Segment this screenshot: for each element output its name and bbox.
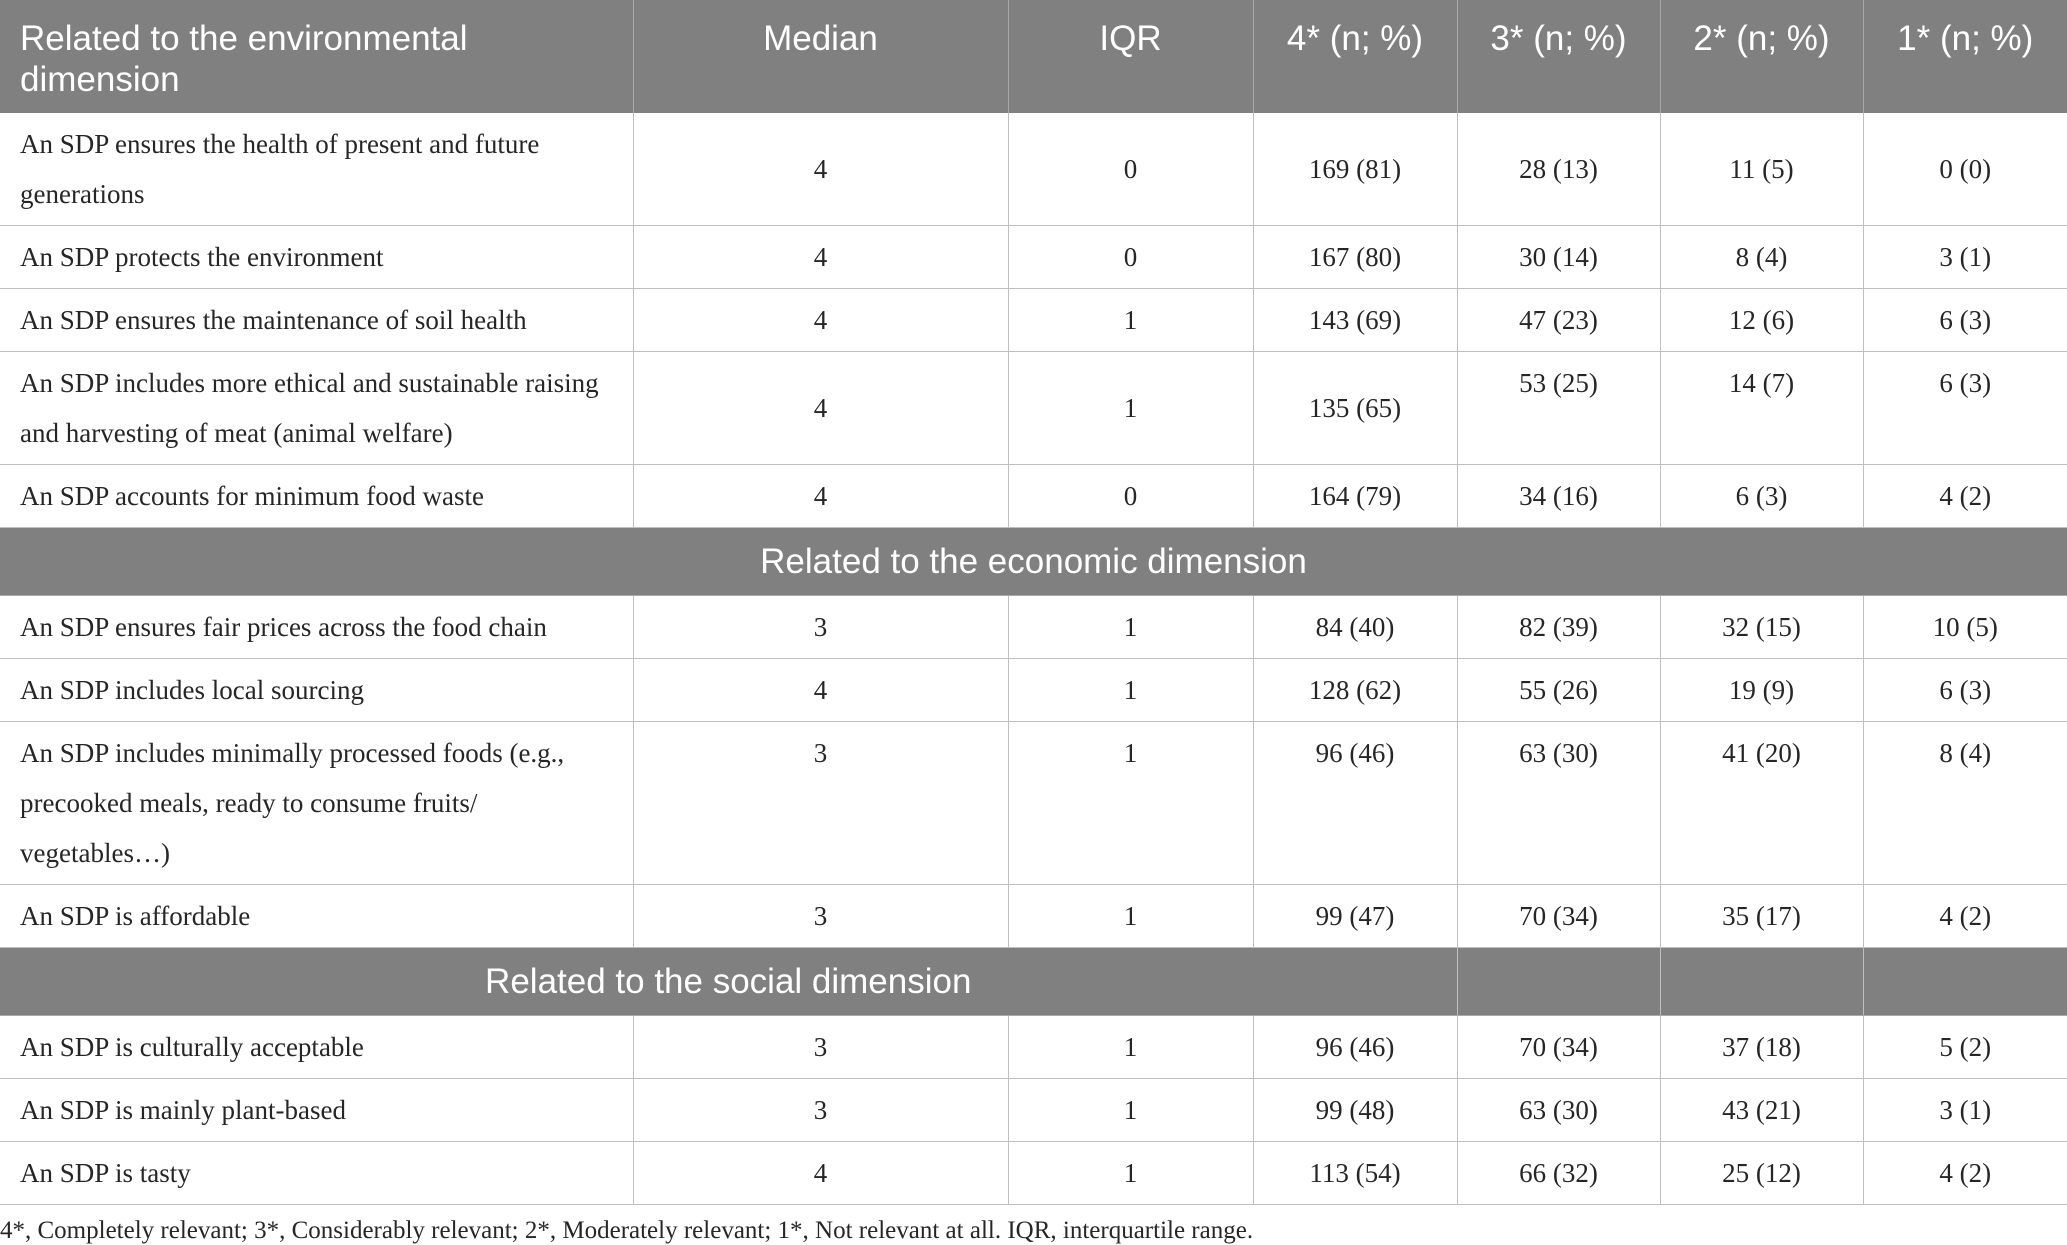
row-iqr: 1 bbox=[1008, 352, 1253, 465]
row-median: 3 bbox=[633, 885, 1008, 948]
row-median: 3 bbox=[633, 1079, 1008, 1142]
table-row bbox=[0, 1079, 2067, 1142]
row-3star: 28 (13) bbox=[1457, 113, 1660, 226]
row-iqr: 1 bbox=[1008, 722, 1253, 885]
row-4star: 164 (79) bbox=[1253, 465, 1457, 528]
row-2star: 11 (5) bbox=[1660, 113, 1863, 226]
row-item: An SDP includes more ethical and sustainable raising and harvesting of meat (animal welfare) bbox=[0, 352, 633, 465]
row-4star: 128 (62) bbox=[1253, 659, 1457, 722]
row-2star: 35 (17) bbox=[1660, 885, 1863, 948]
row-3star: 55 (26) bbox=[1457, 659, 1660, 722]
table-row bbox=[0, 352, 2067, 465]
header-2star: 2* (n; %) bbox=[1660, 0, 1863, 113]
row-iqr: 0 bbox=[1008, 113, 1253, 226]
row-4star: 99 (48) bbox=[1253, 1079, 1457, 1142]
row-iqr: 1 bbox=[1008, 1079, 1253, 1142]
row-median: 4 bbox=[633, 352, 1008, 465]
row-item: An SDP accounts for minimum food waste bbox=[0, 465, 633, 528]
row-2star: 6 (3) bbox=[1660, 465, 1863, 528]
row-iqr: 1 bbox=[1008, 659, 1253, 722]
table-row bbox=[0, 1016, 2067, 1079]
row-2star: 37 (18) bbox=[1660, 1016, 1863, 1079]
table-body bbox=[0, 113, 2067, 1205]
row-median: 4 bbox=[633, 1142, 1008, 1205]
row-1star: 4 (2) bbox=[1863, 885, 2067, 948]
row-iqr: 1 bbox=[1008, 596, 1253, 659]
row-1star: 3 (1) bbox=[1863, 226, 2067, 289]
table-row bbox=[0, 465, 2067, 528]
row-item: An SDP ensures fair prices across the food chain bbox=[0, 596, 633, 659]
row-4star: 169 (81) bbox=[1253, 113, 1457, 226]
table-row bbox=[0, 885, 2067, 948]
row-item: An SDP protects the environment bbox=[0, 226, 633, 289]
table-header bbox=[0, 0, 2067, 113]
row-median: 4 bbox=[633, 289, 1008, 352]
row-item: An SDP is affordable bbox=[0, 885, 633, 948]
section-title-social: Related to the social dimension bbox=[0, 948, 1457, 1016]
row-4star: 143 (69) bbox=[1253, 289, 1457, 352]
row-1star: 4 (2) bbox=[1863, 465, 2067, 528]
section-header-row bbox=[0, 948, 2067, 1016]
row-iqr: 1 bbox=[1008, 289, 1253, 352]
row-3star: 63 (30) bbox=[1457, 722, 1660, 885]
row-3star: 63 (30) bbox=[1457, 1079, 1660, 1142]
row-median: 4 bbox=[633, 465, 1008, 528]
table-row bbox=[0, 113, 2067, 226]
row-2star: 14 (7) bbox=[1660, 352, 1863, 465]
row-4star: 167 (80) bbox=[1253, 226, 1457, 289]
row-3star: 70 (34) bbox=[1457, 1016, 1660, 1079]
row-3star: 47 (23) bbox=[1457, 289, 1660, 352]
row-4star: 96 (46) bbox=[1253, 722, 1457, 885]
header-row bbox=[0, 0, 2067, 113]
row-1star: 0 (0) bbox=[1863, 113, 2067, 226]
row-item: An SDP is tasty bbox=[0, 1142, 633, 1205]
section-header-row bbox=[0, 528, 2067, 596]
row-iqr: 1 bbox=[1008, 1142, 1253, 1205]
row-3star: 53 (25) bbox=[1457, 352, 1660, 465]
row-iqr: 0 bbox=[1008, 226, 1253, 289]
table-row bbox=[0, 659, 2067, 722]
row-3star: 66 (32) bbox=[1457, 1142, 1660, 1205]
row-1star: 8 (4) bbox=[1863, 722, 2067, 885]
table-row bbox=[0, 596, 2067, 659]
section-cell bbox=[1660, 948, 1863, 1016]
row-iqr: 1 bbox=[1008, 1016, 1253, 1079]
row-1star: 6 (3) bbox=[1863, 289, 2067, 352]
row-4star: 84 (40) bbox=[1253, 596, 1457, 659]
row-item: An SDP is mainly plant-based bbox=[0, 1079, 633, 1142]
row-4star: 99 (47) bbox=[1253, 885, 1457, 948]
row-1star: 5 (2) bbox=[1863, 1016, 2067, 1079]
row-1star: 6 (3) bbox=[1863, 659, 2067, 722]
row-iqr: 0 bbox=[1008, 465, 1253, 528]
table-row bbox=[0, 289, 2067, 352]
table-row bbox=[0, 226, 2067, 289]
row-4star: 135 (65) bbox=[1253, 352, 1457, 465]
row-1star: 4 (2) bbox=[1863, 1142, 2067, 1205]
row-median: 4 bbox=[633, 113, 1008, 226]
row-item: An SDP ensures the health of present and future generations bbox=[0, 113, 633, 226]
row-median: 3 bbox=[633, 722, 1008, 885]
row-1star: 10 (5) bbox=[1863, 596, 2067, 659]
row-item: An SDP ensures the maintenance of soil health bbox=[0, 289, 633, 352]
row-2star: 19 (9) bbox=[1660, 659, 1863, 722]
row-iqr: 1 bbox=[1008, 885, 1253, 948]
row-median: 3 bbox=[633, 596, 1008, 659]
row-3star: 70 (34) bbox=[1457, 885, 1660, 948]
table-row bbox=[0, 1142, 2067, 1205]
row-1star: 3 (1) bbox=[1863, 1079, 2067, 1142]
header-3star: 3* (n; %) bbox=[1457, 0, 1660, 113]
row-median: 3 bbox=[633, 1016, 1008, 1079]
row-4star: 113 (54) bbox=[1253, 1142, 1457, 1205]
section-cell bbox=[1457, 948, 1660, 1016]
row-3star: 34 (16) bbox=[1457, 465, 1660, 528]
section-cell bbox=[1863, 948, 2067, 1016]
header-1star: 1* (n; %) bbox=[1863, 0, 2067, 113]
row-2star: 43 (21) bbox=[1660, 1079, 1863, 1142]
header-item: Related to the environmental dimension bbox=[0, 0, 633, 113]
row-item: An SDP is culturally acceptable bbox=[0, 1016, 633, 1079]
row-2star: 32 (15) bbox=[1660, 596, 1863, 659]
row-3star: 30 (14) bbox=[1457, 226, 1660, 289]
section-title-economic: Related to the economic dimension bbox=[0, 528, 2067, 596]
table-footnote: 4*, Completely relevant; 3*, Considerably relevant; 2*, Moderately relevant; 1*, Not relevant at all. IQR, interquartile range. bbox=[0, 1217, 1254, 1244]
row-item: An SDP includes minimally processed foods (e.g., precooked meals, ready to consume fruits/ vegetables…) bbox=[0, 722, 633, 885]
header-4star: 4* (n; %) bbox=[1253, 0, 1457, 113]
row-2star: 12 (6) bbox=[1660, 289, 1863, 352]
row-2star: 25 (12) bbox=[1660, 1142, 1863, 1205]
row-1star: 6 (3) bbox=[1863, 352, 2067, 465]
header-iqr: IQR bbox=[1008, 0, 1253, 113]
row-4star: 96 (46) bbox=[1253, 1016, 1457, 1079]
header-median: Median bbox=[633, 0, 1008, 113]
table-row bbox=[0, 722, 2067, 885]
row-item: An SDP includes local sourcing bbox=[0, 659, 633, 722]
row-2star: 41 (20) bbox=[1660, 722, 1863, 885]
row-2star: 8 (4) bbox=[1660, 226, 1863, 289]
row-3star: 82 (39) bbox=[1457, 596, 1660, 659]
row-median: 4 bbox=[633, 226, 1008, 289]
row-median: 4 bbox=[633, 659, 1008, 722]
